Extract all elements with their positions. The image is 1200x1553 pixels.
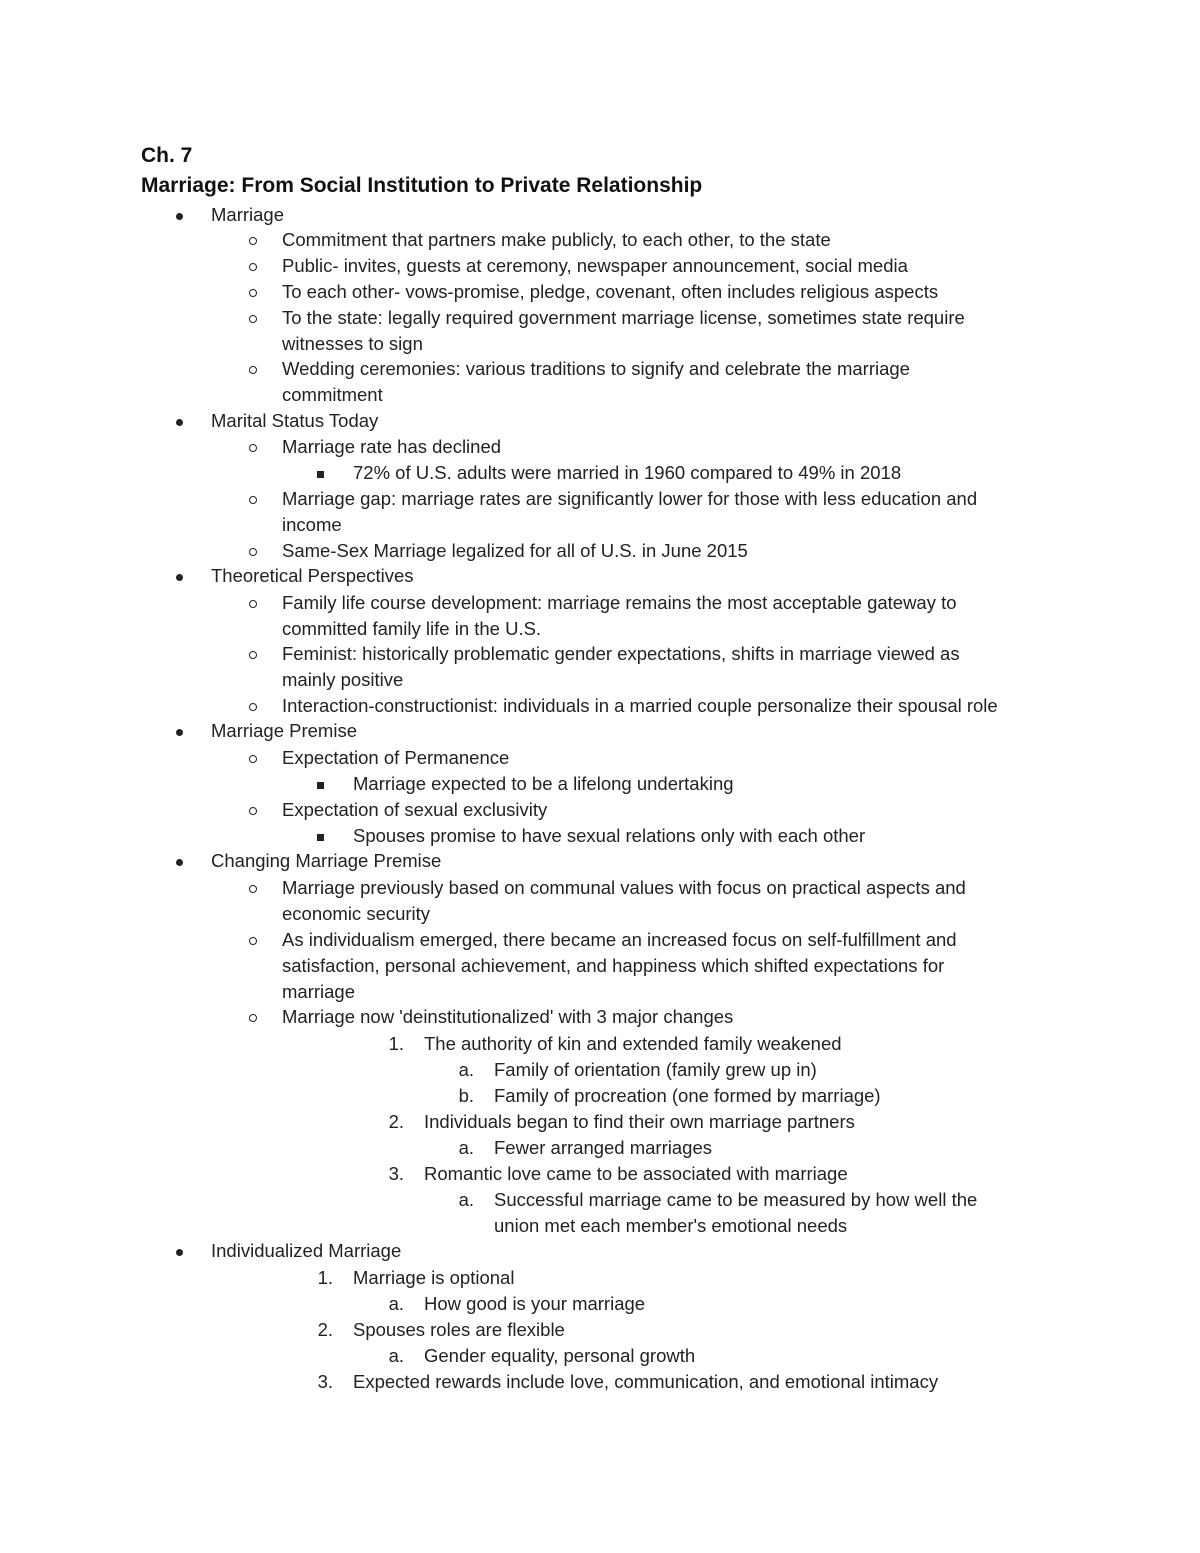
circle-bullet-icon bbox=[249, 600, 257, 608]
list-item: As individualism emerged, there became an increased focus on self-fulfillment and bbox=[282, 929, 957, 950]
list-item: Family of orientation (family grew up in) bbox=[494, 1059, 817, 1080]
bullet-icon bbox=[176, 574, 183, 581]
circle-bullet-icon bbox=[249, 263, 257, 271]
circle-bullet-icon bbox=[249, 548, 257, 556]
list-item: Changing Marriage Premise bbox=[211, 850, 442, 871]
list-marker: a. bbox=[458, 1137, 474, 1158]
list-item-continuation: commitment bbox=[282, 384, 383, 405]
list-item: Expected rewards include love, communication, and emotional intimacy bbox=[353, 1371, 939, 1392]
list-marker: 3. bbox=[388, 1163, 404, 1184]
list-item: Expectation of sexual exclusivity bbox=[282, 799, 548, 820]
chapter-heading: Ch. 7 bbox=[141, 144, 193, 167]
circle-bullet-icon bbox=[249, 315, 257, 323]
list-item: Marriage Premise bbox=[211, 720, 357, 741]
list-item: Expectation of Permanence bbox=[282, 747, 510, 768]
list-item-continuation: economic security bbox=[282, 903, 431, 924]
list-item: Wedding ceremonies: various traditions to signify and celebrate the marriage bbox=[282, 358, 910, 379]
list-item-continuation: committed family life in the U.S. bbox=[282, 618, 542, 639]
list-item: Marriage rate has declined bbox=[282, 436, 502, 457]
list-item: Family of procreation (one formed by marriage) bbox=[494, 1085, 881, 1106]
list-marker: 2. bbox=[317, 1319, 333, 1340]
circle-bullet-icon bbox=[249, 496, 257, 504]
bullet-icon bbox=[176, 859, 183, 866]
square-bullet-icon bbox=[317, 834, 324, 841]
list-item-continuation: marriage bbox=[282, 981, 355, 1002]
circle-bullet-icon bbox=[249, 703, 257, 711]
list-item: Spouses roles are flexible bbox=[353, 1319, 565, 1340]
page-title: Marriage: From Social Institution to Private Relationship bbox=[141, 174, 703, 197]
list-item: To each other- vows-promise, pledge, covenant, often includes religious aspects bbox=[282, 281, 939, 302]
list-marker: b. bbox=[458, 1085, 474, 1106]
list-item: Interaction-constructionist: individuals in a married couple personalize their spousal role bbox=[282, 695, 998, 716]
list-item: Marriage gap: marriage rates are significantly lower for those with less education and bbox=[282, 488, 978, 509]
circle-bullet-icon bbox=[249, 755, 257, 763]
circle-bullet-icon bbox=[249, 937, 257, 945]
bullet-icon bbox=[176, 1249, 183, 1256]
list-item: Same-Sex Marriage legalized for all of U.S. in June 2015 bbox=[282, 540, 748, 561]
list-item: The authority of kin and extended family weakened bbox=[424, 1033, 842, 1054]
list-item: Marriage previously based on communal values with focus on practical aspects and bbox=[282, 877, 966, 898]
list-item: Marriage expected to be a lifelong undertaking bbox=[353, 773, 734, 794]
circle-bullet-icon bbox=[249, 651, 257, 659]
list-item: Marital Status Today bbox=[211, 410, 379, 431]
list-item-continuation: union met each member's emotional needs bbox=[494, 1215, 848, 1236]
circle-bullet-icon bbox=[249, 1014, 257, 1022]
list-marker: 3. bbox=[317, 1371, 333, 1392]
circle-bullet-icon bbox=[249, 444, 257, 452]
list-item-continuation: mainly positive bbox=[282, 669, 404, 690]
list-item: Public- invites, guests at ceremony, newspaper announcement, social media bbox=[282, 255, 908, 276]
list-item-continuation: witnesses to sign bbox=[282, 333, 423, 354]
list-marker: a. bbox=[458, 1189, 474, 1210]
list-item: Individualized Marriage bbox=[211, 1240, 402, 1261]
list-marker: a. bbox=[458, 1059, 474, 1080]
list-item: Romantic love came to be associated with marriage bbox=[424, 1163, 848, 1184]
list-item: Marriage now 'deinstitutionalized' with 3 major changes bbox=[282, 1006, 734, 1027]
list-item: Fewer arranged marriages bbox=[494, 1137, 712, 1158]
square-bullet-icon bbox=[317, 471, 324, 478]
list-item: Theoretical Perspectives bbox=[211, 565, 414, 586]
circle-bullet-icon bbox=[249, 807, 257, 815]
list-item-continuation: satisfaction, personal achievement, and happiness which shifted expectations for bbox=[282, 955, 945, 976]
square-bullet-icon bbox=[317, 782, 324, 789]
bullet-icon bbox=[176, 213, 183, 220]
list-marker: a. bbox=[388, 1345, 404, 1366]
bullet-icon bbox=[176, 729, 183, 736]
bullet-icon bbox=[176, 419, 183, 426]
list-item: 72% of U.S. adults were married in 1960 compared to 49% in 2018 bbox=[353, 462, 902, 483]
list-item: Marriage bbox=[211, 204, 284, 225]
list-item: Gender equality, personal growth bbox=[424, 1345, 696, 1366]
list-item: How good is your marriage bbox=[424, 1293, 646, 1314]
list-marker: 2. bbox=[388, 1111, 404, 1132]
list-item: Successful marriage came to be measured by how well the bbox=[494, 1189, 978, 1210]
list-item-continuation: income bbox=[282, 514, 342, 535]
list-marker: 1. bbox=[388, 1033, 404, 1054]
list-item: Marriage is optional bbox=[353, 1267, 515, 1288]
list-marker: 1. bbox=[317, 1267, 333, 1288]
circle-bullet-icon bbox=[249, 885, 257, 893]
circle-bullet-icon bbox=[249, 366, 257, 374]
list-item: Feminist: historically problematic gender expectations, shifts in marriage viewed as bbox=[282, 643, 960, 664]
list-item: Commitment that partners make publicly, to each other, to the state bbox=[282, 229, 831, 250]
list-item: Individuals began to find their own marriage partners bbox=[424, 1111, 855, 1132]
list-item: Family life course development: marriage remains the most acceptable gateway to bbox=[282, 592, 957, 613]
circle-bullet-icon bbox=[249, 237, 257, 245]
circle-bullet-icon bbox=[249, 289, 257, 297]
list-item: To the state: legally required government marriage license, sometimes state require bbox=[282, 307, 965, 328]
list-marker: a. bbox=[388, 1293, 404, 1314]
list-item: Spouses promise to have sexual relations only with each other bbox=[353, 825, 866, 846]
